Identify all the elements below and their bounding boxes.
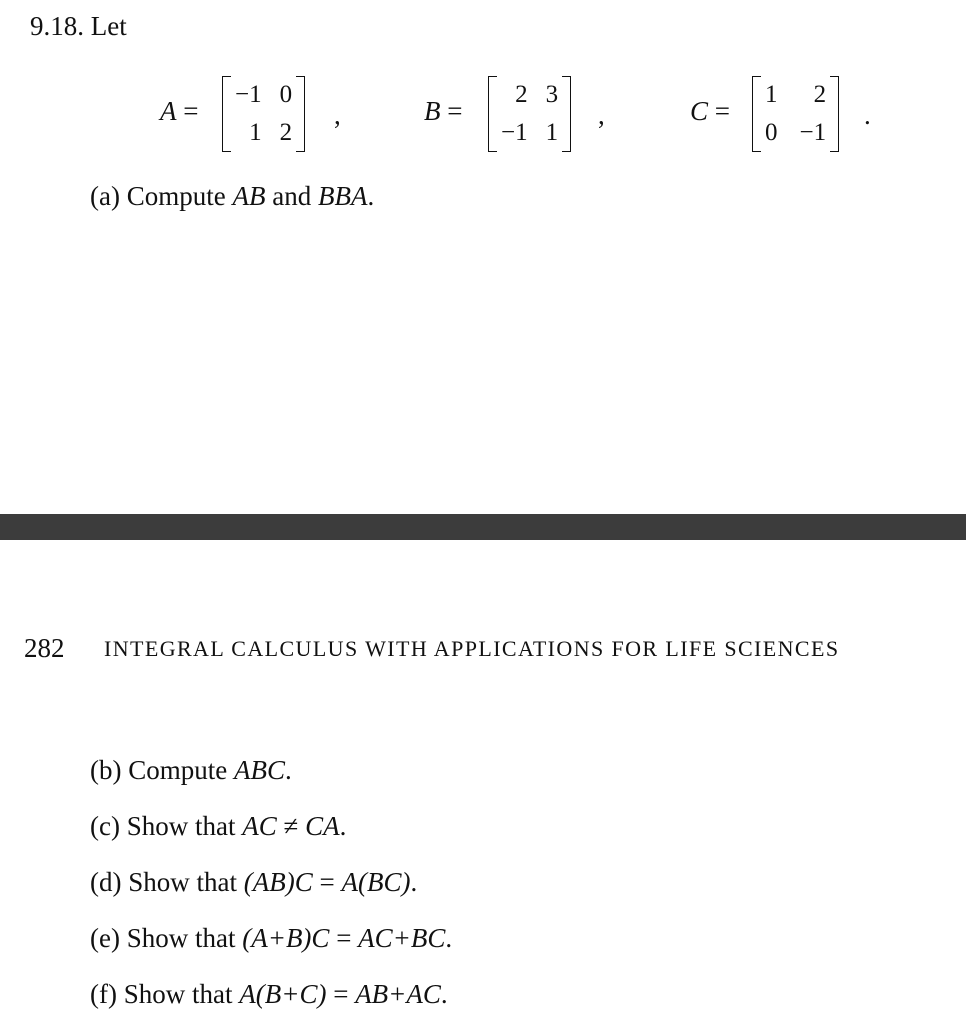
matrix-c-left-bracket <box>752 76 761 152</box>
problem-number: 9.18. <box>30 11 84 41</box>
matrix-a-cell: 0 <box>279 81 293 108</box>
running-title: INTEGRAL CALCULUS WITH APPLICATIONS FOR LIFE SCIENCES <box>104 636 840 661</box>
part-e-label: (e) <box>90 923 120 953</box>
matrix-c-label: C = <box>690 96 730 126</box>
matrix-b-cell: −1 <box>501 119 528 146</box>
matrix-b-punct: , <box>598 100 605 130</box>
matrix-c <box>752 76 839 152</box>
matrix-a-punct: , <box>334 100 341 130</box>
matrix-b-label: B = <box>424 96 463 126</box>
matrix-b-cell: 1 <box>545 119 559 146</box>
matrix-c-right-bracket <box>830 76 839 152</box>
part-c: (c) Show that AC ≠ CA. <box>90 811 347 841</box>
part-e: (e) Show that (A+B)C = AC+BC. <box>90 923 453 953</box>
matrix-b-cell: 2 <box>515 81 528 108</box>
matrix-a <box>222 76 305 152</box>
matrix-b <box>488 76 571 152</box>
problem-heading <box>30 10 127 42</box>
matrix-a-label: A = <box>160 96 199 126</box>
part-a: (a) Compute AB and BBA. <box>90 181 375 211</box>
part-b-label: (b) <box>90 755 122 785</box>
matrix-b-left-bracket <box>488 76 497 152</box>
matrix-c-cell: 2 <box>813 81 827 108</box>
part-f: (f) Show that A(B+C) = AB+AC. <box>90 979 448 1009</box>
matrix-c-cell: −1 <box>799 119 827 146</box>
matrix-c-punct: . <box>864 100 871 130</box>
matrix-a-left-bracket <box>222 76 231 152</box>
part-f-label: (f) <box>90 979 117 1009</box>
part-d-label: (d) <box>90 867 122 897</box>
matrix-a-cell: −1 <box>235 81 262 108</box>
matrix-c-cell: 1 <box>765 81 778 108</box>
problem-intro: Let <box>90 11 127 41</box>
page-number: 282 <box>24 633 65 663</box>
page-break-band <box>0 514 966 540</box>
matrix-b-cell: 3 <box>545 81 559 108</box>
matrix-c-cell: 0 <box>765 119 778 146</box>
matrix-a-cell: 1 <box>249 119 262 146</box>
part-d: (d) Show that (AB)C = A(BC). <box>90 867 418 897</box>
part-a-label: (a) <box>90 181 120 211</box>
part-c-label: (c) <box>90 811 120 841</box>
matrix-a-right-bracket <box>296 76 305 152</box>
matrix-a-cell: 2 <box>279 119 293 146</box>
part-b: (b) Compute ABC. <box>90 755 292 785</box>
matrix-b-right-bracket <box>562 76 571 152</box>
